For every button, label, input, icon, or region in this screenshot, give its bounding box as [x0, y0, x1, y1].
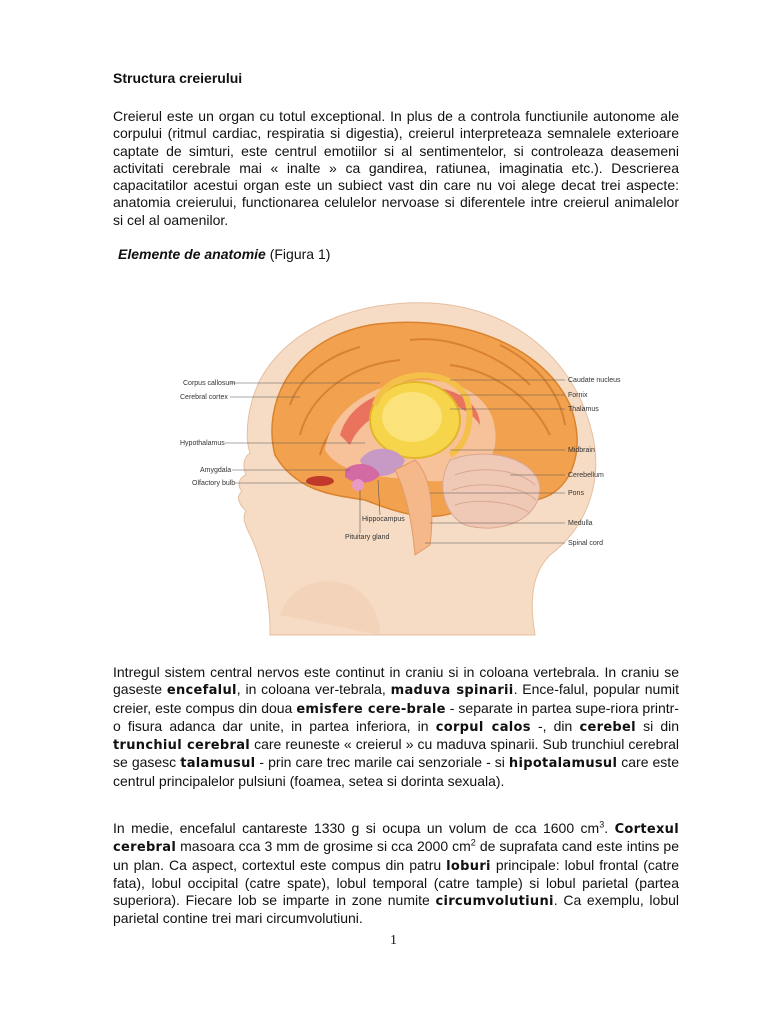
term-loburi: loburi	[446, 858, 491, 874]
p2-text-2: , in coloana ver-tebrala,	[236, 681, 391, 698]
document-title: Structura creierului	[113, 70, 243, 86]
p3-text-4: de suprafata cand este intins pe un plan. Ca aspect, cortextul este compus din patru	[113, 838, 679, 873]
term-talamusul: talamusul	[180, 756, 256, 772]
term-cerebel: cerebel	[579, 719, 636, 735]
p2-text-8: - prin care trec marile cai senzoriale - si	[255, 754, 509, 771]
p3-text-2: .	[604, 820, 615, 836]
label-spinal-cord: Spinal cord	[568, 540, 604, 547]
term-hipotalamusul: hipotalamusul	[508, 756, 618, 772]
label-corpus-callosum: Corpus callosum	[183, 380, 236, 387]
label-thalamus: Thalamus	[568, 406, 599, 413]
p3-text-3: masoara cca 3 mm de grosime si cca 2000 cm	[176, 838, 471, 855]
page-number: 1	[390, 933, 397, 948]
term-maduva-spinarii: maduva spinarii	[390, 683, 514, 699]
term-encefalul: encefalul	[166, 683, 237, 699]
label-amygdala: Amygdala	[200, 467, 232, 474]
label-fornix: Fornix	[568, 392, 588, 399]
term-corpul-calos: corpul calos	[435, 719, 531, 735]
p2-text-7: care reuneste « creierul » cu maduva spinarii. Sub trunchiul cerebral se gasesc	[113, 736, 679, 771]
section-heading-text: Elemente de anatomie	[118, 246, 266, 262]
label-olfactory-bulb: Olfactory bulb	[192, 480, 236, 487]
label-pons: Pons	[568, 490, 584, 497]
superscript-2: 2	[470, 837, 476, 848]
p3-text-6: . Ca exemplu, lobul parietal contine trei mari circumvolutiuni.	[113, 892, 679, 927]
cortex-paragraph	[113, 820, 679, 928]
term-circumvolutiuni: circumvolutiuni	[435, 894, 554, 910]
p2-text-3: . Ence-falul, popular numit creier, este compus din doua	[113, 681, 679, 716]
label-cerebellum: Cerebellum	[568, 472, 604, 479]
label-hippocampus: Hippocampus	[362, 516, 405, 523]
term-cortexul-cerebral: Cortexul cerebral	[113, 822, 679, 856]
label-pituitary-gland: Pituitary gland	[345, 534, 390, 541]
label-midbrain: Midbrain	[568, 447, 595, 454]
section-figure-ref: (Figura 1)	[265, 246, 331, 262]
p2-text-1: Intregul sistem central nervos este continut in craniu si in coloana vertebrala. In craniu se gaseste	[113, 664, 679, 698]
intro-paragraph: Creierul este un organ cu totul exceptional. In plus de a controla functiunile autonome ale corpului (ritmul cardiac, respiratia si digestia), creierul interpreteaza semnalele exterioare captate de simturi, este centrul emotiilor si al sentimentelor, si controleaza deasemeni activitati cerebrale mai « inalte » ca gandirea, ratiunea, imaginatia etc.). Descrierea capacitatilor acestui organ este un subiect vast din care nu voi alege decat trei aspecte: anatomia creierului, functionarea celulelor nervoase si diferentele intre creierul animalelor si cel al oamenilor.	[113, 108, 679, 228]
p3-text-1: In medie, encefalul cantareste 1330 g si ocupa un volum de cca 1600 cm	[113, 820, 600, 836]
p2-text-6: si din	[635, 717, 680, 734]
term-emisfere-cerebrale: emisfere cere-brale	[296, 701, 446, 717]
label-medulla: Medulla	[568, 520, 593, 527]
label-cerebral-cortex: Cerebral cortex	[180, 394, 228, 401]
anatomy-paragraph	[113, 664, 679, 790]
superscript-3: 3	[599, 819, 605, 830]
p2-text-4: - separate in partea supe-riora printr-o fisura adanca dar unite, in partea inferiora, in	[113, 699, 679, 734]
p2-text-5: -, din	[530, 717, 580, 734]
label-caudate-nucleus: Caudate nucleus	[568, 377, 621, 384]
brain-anatomy-figure	[150, 285, 635, 645]
p3-text-5: principale: lobul frontal (catre fata), lobul occipital (catre spate), lobul temporal (catre tample) si lobul parietal (partea superiora). Fiecare lob se imparte in zone numite	[113, 856, 679, 909]
section-heading	[118, 246, 330, 262]
p2-text-9: care este centrul principalelor pulsiuni (foamea, setea si dorinta sexuala).	[113, 754, 679, 789]
term-trunchiul-cerebral: trunchiul cerebral	[113, 738, 251, 754]
label-hypothalamus: Hypothalamus	[180, 440, 225, 447]
